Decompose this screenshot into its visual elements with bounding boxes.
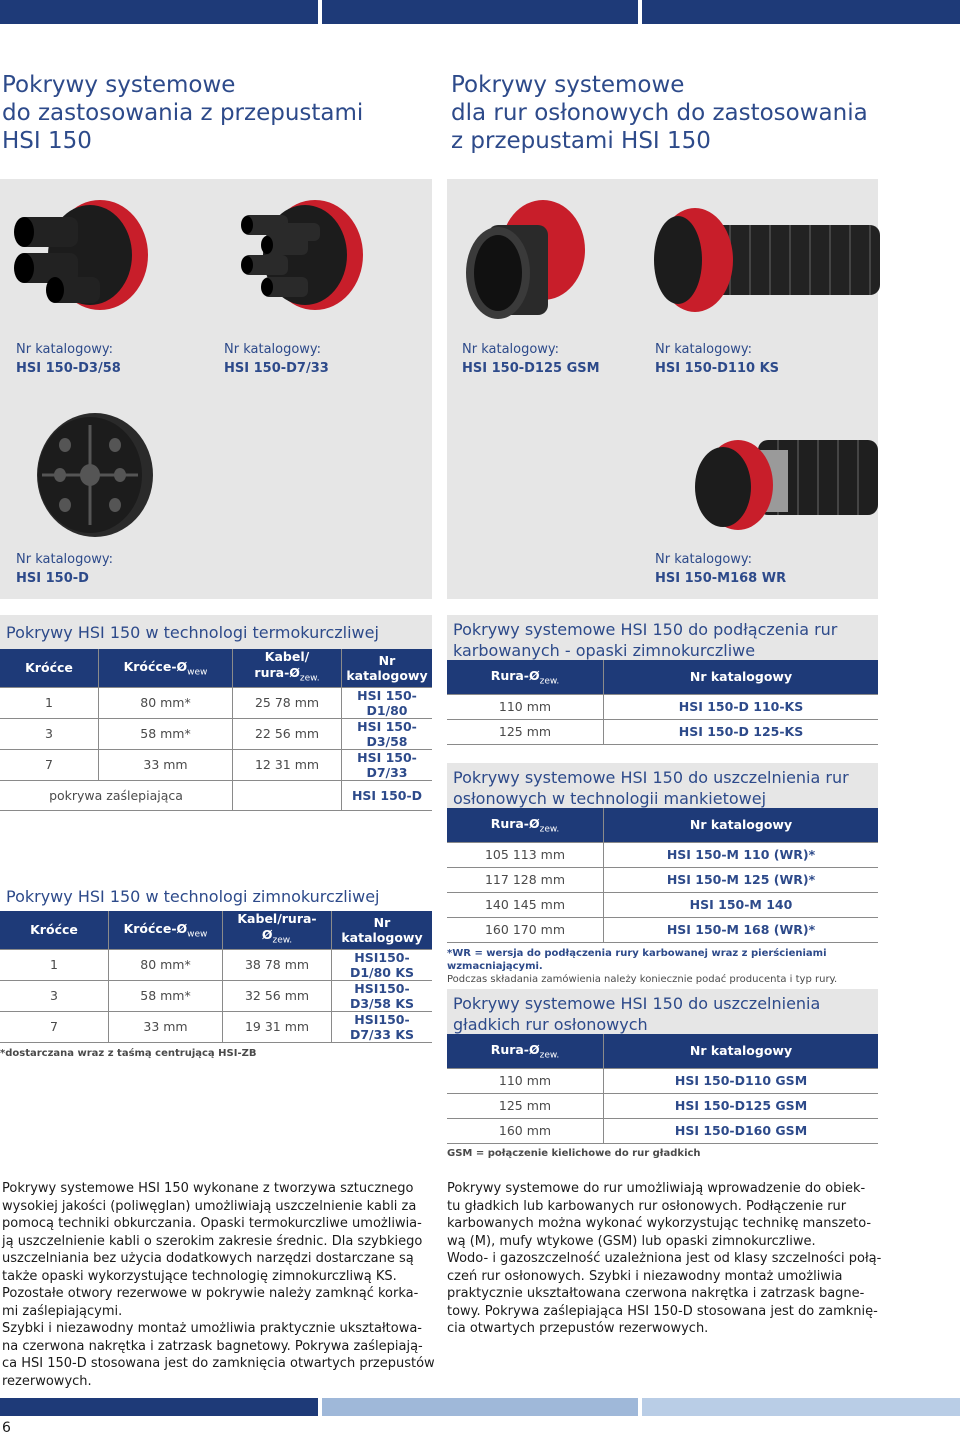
table-row: 1 80 mm* 38 78 mm HSI150-D1/80 KS (0, 949, 432, 980)
table-sleeve-note: *WR = wersja do podłączenia rury karbowanej wraz z pierścieniami wzmacniającymi. Podczas składania zamówienia należy koniecznie podać producenta i typ rury. (447, 947, 838, 985)
col-kabel: Kabel/ rura-$Ø_{zew.}$ (233, 649, 342, 687)
table-thermo (0, 615, 432, 811)
col-nr: Nr katalogowy (332, 911, 433, 949)
heading-left: Pokrywy systemowe do zastosowania z przepustami HSI 150 (2, 72, 364, 154)
page-number: 6 (2, 1420, 11, 1436)
table-smooth-note: GSM = połączenie kielichowe do rur gładkich (447, 1147, 701, 1159)
product-image-d3-58 (10, 195, 160, 315)
product-image-d125-gsm (458, 195, 598, 325)
product-image-d110-ks (650, 200, 880, 320)
col-krocce-d: Króćce-$Ø_{wew}$ (99, 649, 233, 687)
table-cold-title: Pokrywy HSI 150 w technologi zimnokurczliwej (0, 881, 432, 911)
bottom-bar-middle (322, 1398, 638, 1416)
description-right: Pokrywy systemowe do rur umożliwiają wprowadzenie do obiek- tu gładkich lub karbowanych rur osłonowych. Podłączenie rur karbowanych można wykonać wykorzystując technikę manszeto- wą (M), mufy wtykowe (GSM) lub opaski zimnokurczliwe. Wodo- i gazoszczelność uzależniona jest od klasy szczelności połą- czeń rur osłonowych. Szybki i niezawodny montaż umożliwia praktycznie ukształtowana czerwona nakrętka i zatrzask bagne- towy. Pokrywa zaślepiająca HSI 150-D stosowana jest do zamknię- cia otwartych przepustów rezerwowych. (447, 1181, 882, 1336)
col-rura: Rura-$Ø_{zew.}$ (447, 1034, 604, 1068)
col-rura: Rura-$Ø_{zew.}$ (447, 808, 604, 842)
top-bar-middle (322, 0, 638, 24)
top-bar-right (642, 0, 960, 24)
table-sleeve (447, 763, 878, 986)
table-row: 7 33 mm 12 31 mm HSI 150-D7/33 (0, 749, 432, 780)
caption-d110-ks: Nr katalogowy: HSI 150-D110 KS (655, 342, 780, 376)
caption-d7-33: Nr katalogowy: HSI 150-D7/33 (224, 342, 329, 376)
caption-d3-58: Nr katalogowy: HSI 150-D3/58 (16, 342, 121, 376)
col-krocce: Króćce (0, 911, 109, 949)
table-corrugated-title: Pokrywy systemowe HSI 150 do podłączenia rur karbowanych - opaski zimnokurczliwe (447, 615, 878, 660)
table-row-blank-cover: pokrywa zaślepiająca HSI 150-D (0, 780, 432, 810)
col-nr: Nr katalogowy (342, 649, 433, 687)
col-nr: Nr katalogowy (604, 1034, 879, 1068)
table-corrugated (447, 615, 878, 745)
heading-right: Pokrywy systemowe dla rur osłonowych do zastosowania z przepustami HSI 150 (451, 72, 868, 154)
table-row: 3 58 mm* 22 56 mm HSI 150-D3/58 (0, 718, 432, 749)
bottom-bar-right (642, 1398, 960, 1416)
caption-d125-gsm: Nr katalogowy: HSI 150-D125 GSM (462, 342, 600, 376)
col-krocce-d: Króćce-$Ø_{wew}$ (109, 911, 223, 949)
table-sleeve-title: Pokrywy systemowe HSI 150 do uszczelnienia rur osłonowych w technologii mankietowej (447, 763, 878, 808)
table-row: 140 145 mm HSI 150-M 140 (447, 892, 878, 917)
table-row: 160 mm HSI 150-D160 GSM (447, 1118, 878, 1143)
top-bar-left (0, 0, 318, 24)
col-kabel: Kabel/rura- $Ø_{zew.}$ (223, 911, 332, 949)
table-row: 110 mm HSI 150-D110 GSM (447, 1068, 878, 1093)
bottom-bar-left (0, 1398, 318, 1416)
col-nr: Nr katalogowy (604, 660, 879, 694)
product-image-d7-33 (225, 195, 375, 315)
table-smooth-title: Pokrywy systemowe HSI 150 do uszczelnienia gładkich rur osłonowych (447, 989, 878, 1034)
caption-m168-wr: Nr katalogowy: HSI 150-M168 WR (655, 552, 787, 586)
col-rura: Rura-$Ø_{zew.}$ (447, 660, 604, 694)
table-row: 117 128 mm HSI 150-M 125 (WR)* (447, 867, 878, 892)
table-smooth (447, 989, 878, 1159)
table-row: 1 80 mm* 25 78 mm HSI 150-D1/80 (0, 687, 432, 718)
table-row: 160 170 mm HSI 150-M 168 (WR)* (447, 917, 878, 942)
table-cold-footnote: *dostarczana wraz z taśmą centrującą HSI-ZB (0, 1047, 257, 1059)
col-krocce: Króćce (0, 649, 99, 687)
caption-d-blank: Nr katalogowy: HSI 150-D (16, 552, 114, 586)
table-row: 7 33 mm 19 31 mm HSI150-D7/33 KS (0, 1011, 432, 1042)
table-row: 125 mm HSI 150-D 125-KS (447, 719, 878, 744)
table-cold (0, 881, 432, 1059)
table-row: 3 58 mm* 32 56 mm HSI150-D3/58 KS (0, 980, 432, 1011)
table-row: 110 mm HSI 150-D 110-KS (447, 694, 878, 719)
table-row: 125 mm HSI 150-D125 GSM (447, 1093, 878, 1118)
table-thermo-title: Pokrywy HSI 150 w technologi termokurczliwej (0, 615, 432, 649)
product-image-d-blank (20, 410, 170, 540)
description-left: Pokrywy systemowe HSI 150 wykonane z tworzywa sztucznego wysokiej jakości (poliwęglan) umożliwiają uszczelnienie kabli za pomocą techniki obkurczania. Opaski termokurczliwe umożliwia- ją uszczelnienie kabli o szerokim zakresie średnic. Dla szybkiego uszczelniania bez użycia dodatkowych narzędzi dostarczane są także opaski wykorzystujące technologię zimnokurczliwą KS. Pozostałe otwory rezerwowe w pokrywie należy zamknąć korka- mi zaślepiającymi. Szybki i niezawodny montaż umożliwia praktycznie ukształtowa- na czerwona nakrętka i zatrzask bagnetowy. Pokrywa zaślepiają- ca HSI 150-D stosowana jest do zamknięcia otwartych przepustów rezerwowych. (2, 1181, 435, 1389)
col-nr: Nr katalogowy (604, 808, 879, 842)
table-row: 105 113 mm HSI 150-M 110 (WR)* (447, 842, 878, 867)
product-image-m168-wr (688, 430, 878, 540)
